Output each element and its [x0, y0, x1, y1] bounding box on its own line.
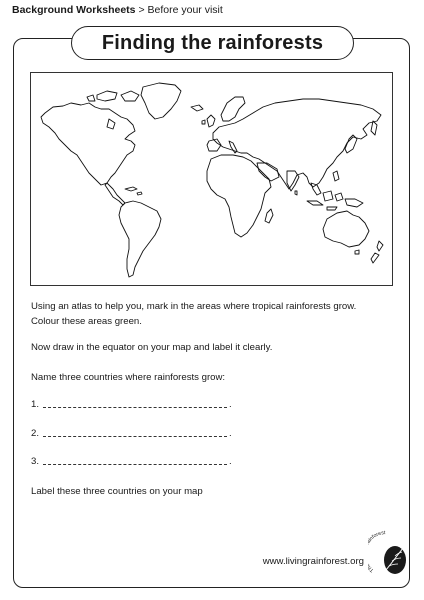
leaf-logo-icon	[368, 530, 410, 578]
answer-field-2[interactable]	[31, 428, 232, 439]
answer-number: 1.	[31, 399, 40, 410]
answer-end: .	[229, 399, 232, 410]
breadcrumb-page: Before your visit	[147, 4, 223, 16]
breadcrumb	[12, 4, 223, 16]
answer-field-1[interactable]	[31, 399, 232, 410]
breadcrumb-separator: >	[138, 4, 145, 16]
page-title: Finding the rainforests	[71, 26, 354, 60]
world-map-outline-icon	[31, 73, 394, 287]
answer-number: 3.	[31, 456, 40, 467]
answer-blank[interactable]	[43, 406, 227, 408]
footer-url[interactable]: www.livingrainforest.org	[262, 556, 364, 567]
answer-blank[interactable]	[43, 435, 227, 437]
instruction-colour-green: Colour these areas green.	[31, 316, 142, 327]
instruction-name-countries: Name three countries where rainforests grow:	[31, 372, 226, 383]
svg-text:The Living Rainforest	[368, 530, 386, 573]
world-map	[30, 72, 393, 286]
answer-end: .	[229, 428, 232, 439]
living-rainforest-logo	[368, 530, 410, 578]
logo-text: T nforest	[368, 530, 386, 574]
answer-field-3[interactable]	[31, 456, 232, 467]
instruction-label-countries: Label these three countries on your map	[31, 486, 203, 497]
instruction-draw-equator: Now draw in the equator on your map and label it clearly.	[31, 342, 273, 353]
answer-number: 2.	[31, 428, 40, 439]
answer-end: .	[229, 456, 232, 467]
instruction-mark-rainforests: Using an atlas to help you, mark in the areas where tropical rainforests grow.	[31, 301, 357, 312]
breadcrumb-section: Background Worksheets	[12, 4, 136, 16]
answer-blank[interactable]	[43, 463, 227, 465]
